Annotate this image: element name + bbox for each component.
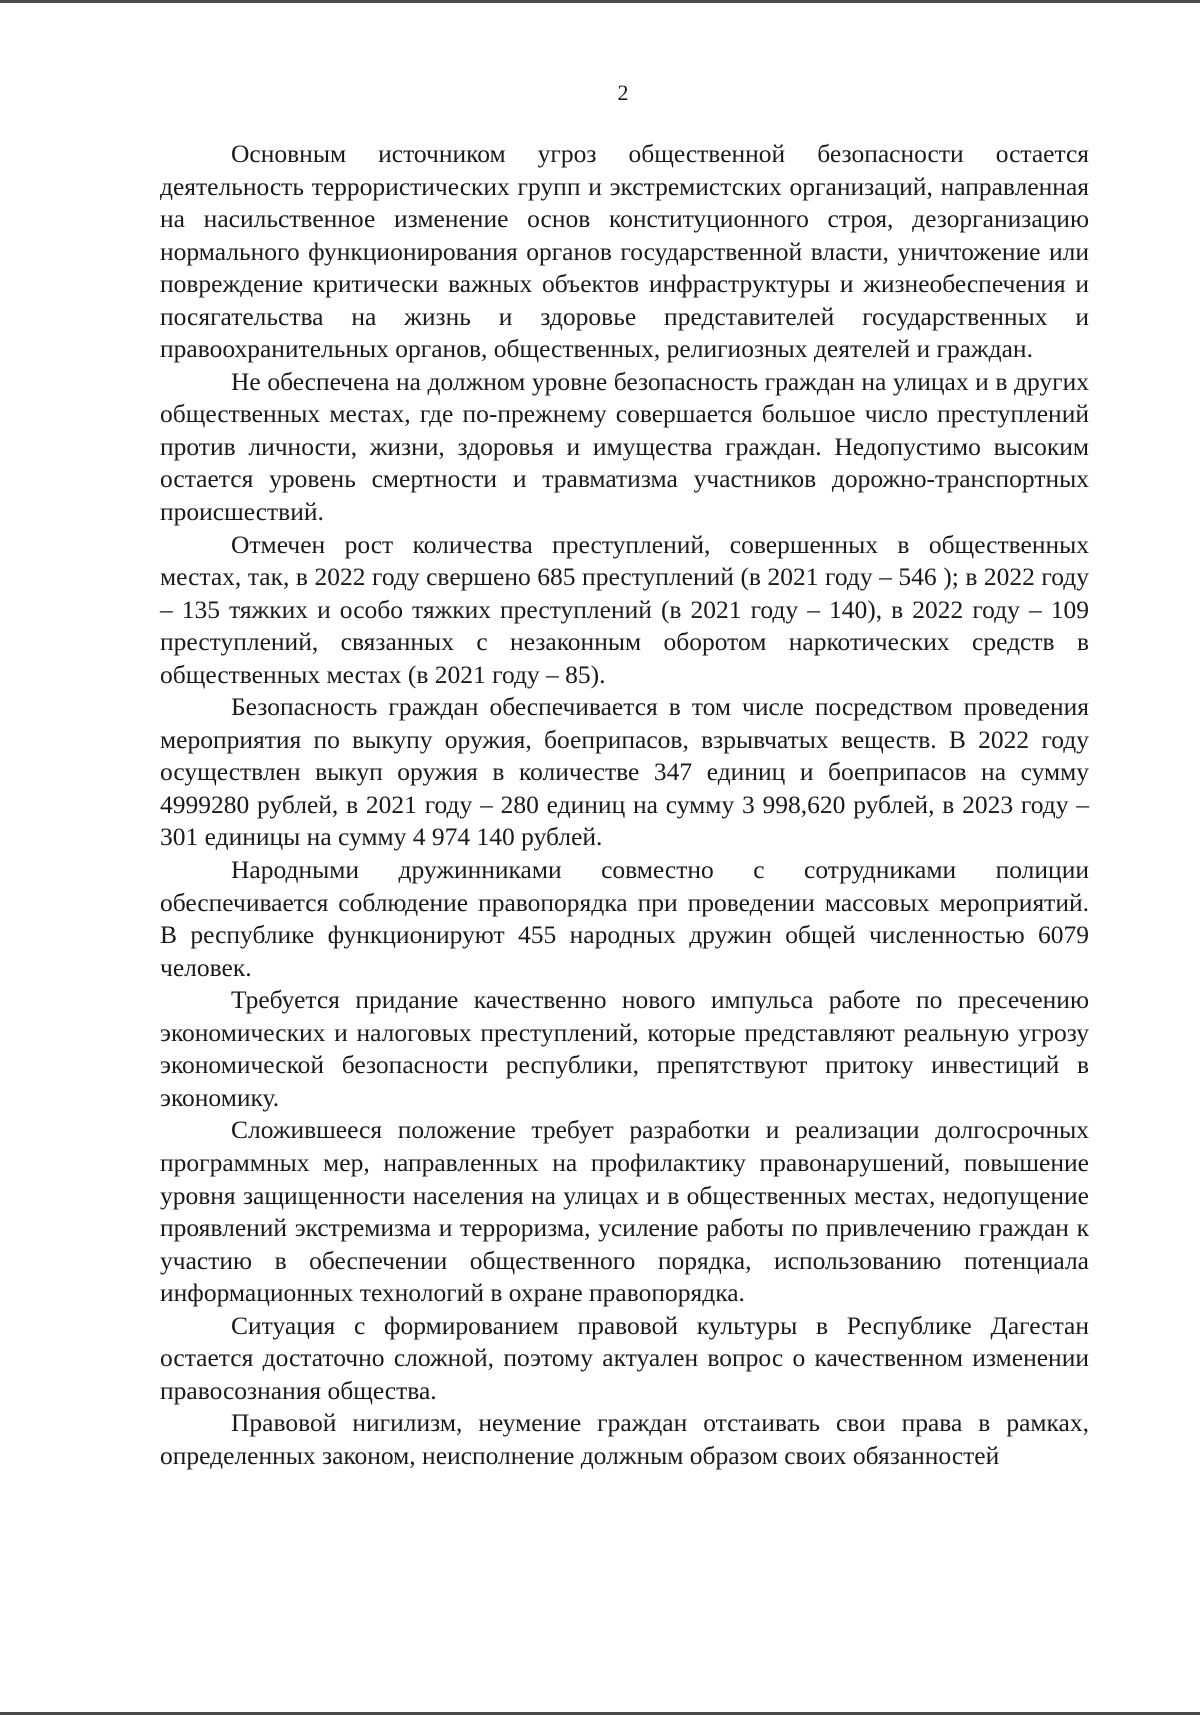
paragraph-long-term-measures: Сложившееся положение требует разработки и реализации долгосрочных программных мер, направленных на профилактику правонарушений, повышение уровня защищенности населения на улицах и в общественных местах, недопущение проявлений экстремизма и терроризма, усиление работы по привлечению граждан к участию в обеспечении общественного порядка, использованию потенциала информационных технологий в охране правопорядка. bbox=[160, 1115, 1089, 1308]
paragraph-economic-crimes: Требуется придание качественно нового импульса работе по пресечению экономических и налоговых преступлений, которые представляют реальную угрозу экономической безопасности республики, препятствуют притоку инвестиций в экономику. bbox=[160, 985, 1089, 1112]
paragraph-volunteer-squads: Народными дружинниками совместно с сотрудниками полиции обеспечивается соблюдение правопорядка при проведении массовых мероприятий. В республике функционируют 455 народных дружин общей численностью 6079 человек. bbox=[160, 855, 1089, 982]
paragraph-legal-nihilism: Правовой нигилизм, неумение граждан отстаивать свои права в рамках, определенных законом, неисполнение должным образом своих обязанностей bbox=[160, 1408, 1089, 1470]
document-body bbox=[160, 138, 1089, 1472]
paragraph-weapons-buyback: Безопасность граждан обеспечивается в том числе посредством проведения мероприятия по выкупу оружия, боеприпасов, взрывчатых веществ. В 2022 году осуществлен выкуп оружия в количестве 347 единиц и боеприпасов на сумму 4999280 рублей, в 2021 году – 280 единиц на сумму 3 998,620 рублей, в 2023 году – 301 единицы на сумму 4 974 140 рублей. bbox=[160, 692, 1089, 852]
paragraph-legal-culture: Ситуация с формированием правовой культуры в Республике Дагестан остается достаточно сложной, поэтому актуален вопрос о качественном изменении правосознания общества. bbox=[160, 1310, 1089, 1405]
paragraph-terror-threats: Основным источником угроз общественной безопасности остается деятельность террористических групп и экстремистских организаций, направленная на насильственное изменение основ конституционного строя, дезорганизацию нормального функционирования органов государственной власти, уничтожение или повреждение критически важных объектов инфраструктуры и жизнеобеспечения и посягательства на жизнь и здоровье представителей государственных и правоохранительных органов, общественных, религиозных деятелей и граждан. bbox=[160, 139, 1089, 364]
scan-top-edge bbox=[0, 0, 1200, 3]
paragraph-public-safety: Не обеспечена на должном уровне безопасность граждан на улицах и в других общественных местах, где по-прежнему совершается большое число преступлений против личности, жизни, здоровья и имущества граждан. Недопустимо высоким остается уровень смертности и травматизма участников дорожно-транспортных происшествий. bbox=[160, 366, 1089, 527]
paragraph-crime-statistics: Отмечен рост количества преступлений, совершенных в общественных местах, так, в 2022 году свершено 685 преступлений (в 2021 году – 546 ); в 2022 году – 135 тяжких и особо тяжких преступлений (в 2021 году – 140), в 2022 году – 109 преступлений, связанных с незаконным оборотом наркотических средств в общественных местах (в 2021 году – 85). bbox=[160, 529, 1089, 689]
page-number: 2 bbox=[617, 80, 629, 105]
